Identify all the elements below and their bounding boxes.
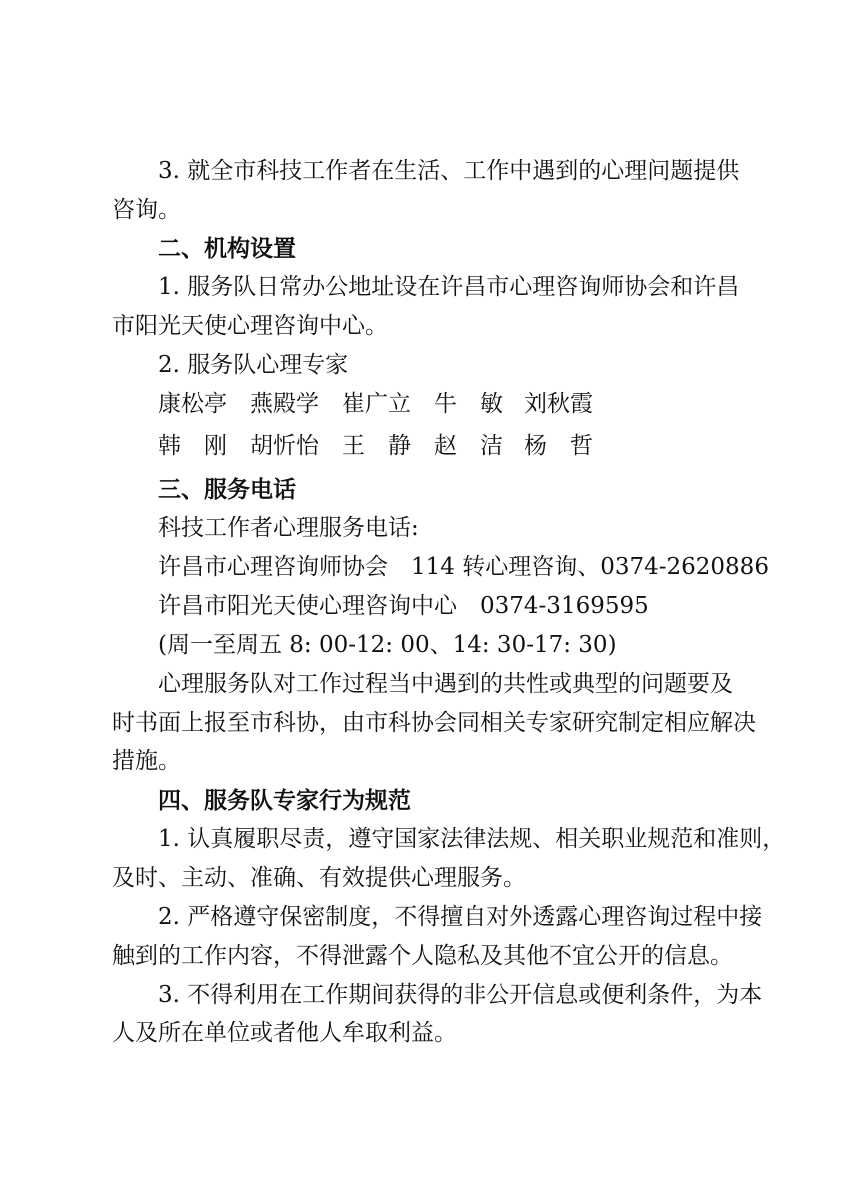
item3-line1: 3. 就全市科技工作者在生活、工作中遇到的心理问题提供 <box>158 158 740 184</box>
expert-name: 胡忻怡 <box>250 433 319 459</box>
expert-name: 康松亭 <box>158 391 227 417</box>
phone-intro: 科技工作者心理服务电话: <box>158 515 419 541</box>
phone-line-2: 许昌市阳光天使心理咨询中心 0374-3169595 <box>158 593 649 619</box>
rule3-line2: 人及所在单位或者他人牟取利益。 <box>112 1020 457 1046</box>
expert-name: 刘秋霞 <box>524 391 593 417</box>
rule1-line2: 及时、主动、准确、有效提供心理服务。 <box>112 865 526 891</box>
rule2-line2: 触到的工作内容，不得泄露个人隐私及其他不宜公开的信息。 <box>112 943 733 969</box>
rule2-line1: 2. 严格遵守保密制度，不得擅自对外透露心理咨询过程中接 <box>158 904 763 930</box>
section-heading-3: 三、服务电话 <box>158 477 296 503</box>
expert-name: 杨 哲 <box>524 433 593 459</box>
expert-name: 燕殿学 <box>250 391 319 417</box>
report-line2: 时书面上报至市科协，由市科协会同相关专家研究制定相应解决 <box>112 710 756 736</box>
expert-name: 崔广立 <box>342 391 411 417</box>
service-hours: (周一至周五 8: 00-12: 00、14: 30-17: 30) <box>158 632 617 658</box>
section-heading-2: 二、机构设置 <box>158 236 296 262</box>
section-heading-4: 四、服务队专家行为规范 <box>158 788 411 814</box>
expert-name: 王 静 <box>342 433 411 459</box>
report-line1: 心理服务队对工作过程当中遇到的共性或典型的问题要及 <box>158 671 733 697</box>
phone-line-1: 许昌市心理咨询师协会 114 转心理咨询、0374-2620886 <box>158 554 769 580</box>
org1-line2: 市阳光天使心理咨询中心。 <box>112 313 388 339</box>
rule1-line1: 1. 认真履职尽责，遵守国家法律法规、相关职业规范和准则， <box>158 826 786 852</box>
rule3-line1: 3. 不得利用在工作期间获得的非公开信息或便利条件，为本 <box>158 982 763 1008</box>
item3-line2: 咨询。 <box>112 197 181 223</box>
expert-name: 牛 敏 <box>434 391 503 417</box>
expert-name: 韩 刚 <box>158 433 227 459</box>
report-line3: 措施。 <box>112 748 181 774</box>
org1-line1: 1. 服务队日常办公地址设在许昌市心理咨询师协会和许昌 <box>158 274 740 300</box>
org2-line: 2. 服务队心理专家 <box>158 352 349 378</box>
expert-name: 赵 洁 <box>434 433 503 459</box>
